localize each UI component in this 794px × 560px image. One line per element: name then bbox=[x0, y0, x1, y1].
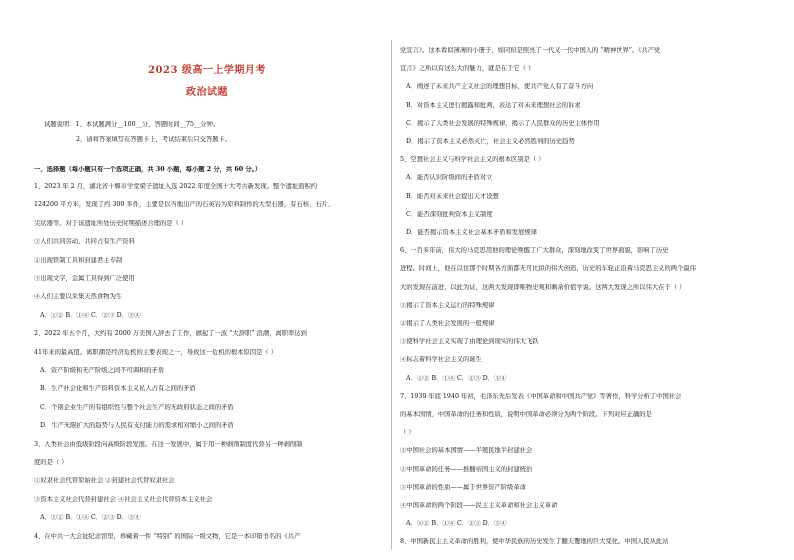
question-line: 124200 平方米，发现了约 300 多件，主要是以当地出产的石英岩为原料制作的大型石器，有石核、石片、 bbox=[34, 201, 335, 209]
question-line: 党宣言》。这本看似薄薄的小册子，如同但是照亮了一代又一代中国人的 “精神世界”。《共产党 bbox=[400, 47, 661, 54]
right-column bbox=[400, 0, 768, 560]
question-line: （ ） bbox=[400, 429, 415, 437]
question-line: ④人们主要以采集天然食物为生 bbox=[34, 293, 123, 301]
question-line: ③中国革命的性质——属于世界资产阶级革命 bbox=[400, 483, 526, 491]
question-line: 6、一百多年前，伟大的马克思用他的理论唤醒了广大群众，深刻地改变了世界面貌，影响了历史 bbox=[400, 247, 669, 255]
question-line: D．能否揭示资本主义社会基本矛盾和发展规律 bbox=[406, 229, 537, 236]
question-line: A．①② B．①④ C．②③ D．③④ bbox=[40, 514, 141, 522]
exam-title: 2023 级高一上学期月考 bbox=[148, 65, 266, 76]
question-line: 41年来的最高值。离职潮是经济危机的主要表现之一，导致这一危机的根本原因是（ ） bbox=[34, 348, 277, 356]
question-line: 4、在中共一大会址纪念馆里，珍藏着一件 “特别” 的国际一级文物，它是一本印错书名的《共产 bbox=[34, 532, 301, 540]
question-line: ①中国社会的基本国情——半殖民地半封建社会 bbox=[400, 447, 533, 455]
question-line: ②出现铁制工具和封建君主专制 bbox=[34, 256, 123, 264]
instructions-line-2: 2、请将答案填写在答题卡上，考试结束后只交答题卡。 bbox=[76, 136, 232, 143]
question-line: 8、中国新民主主义革命的胜利，使中华民族的历史发生了翻天覆地的巨大变化。中国人民从此站 bbox=[400, 538, 669, 546]
question-line: ①奴隶社会代替原始社会 ②封建社会代替奴隶社会 bbox=[34, 477, 175, 485]
question-line: ④标志着科学社会主义的诞生 bbox=[400, 356, 482, 364]
question-line: ②揭示了人类社会发展的一般规律 bbox=[400, 320, 495, 327]
question-line: 2、2022 年五个月，大约有 2000 万美国人辞去了工作，掀起了一波 “大辞职” 浪潮，离职率达到 bbox=[34, 330, 307, 338]
question-line: D．揭示了资本主义必然灭亡，社会主义必然胜利的历史趋势 bbox=[406, 138, 575, 145]
question-line: C．揭示了人类社会发展的特殊规律，揭示了人民群众的历史主体作用 bbox=[406, 119, 600, 127]
question-line: 1、2023 年 2 月，湖北省十堰市学堂梁子遗址入选 2022 年度全国十大考古新发现。整个遗址面积约 bbox=[34, 183, 318, 190]
question-line: B．对资本主义进行揭露和批判，表达了对未来理想社会的诉求 bbox=[406, 101, 581, 109]
instructions-line-1: 试题说明：1、本试题满分__100__分，答题时间__75__分钟。 bbox=[44, 121, 220, 128]
question-line: C．个别企业生产的有组织性与整个社会生产的无政府状态之间的矛盾 bbox=[40, 403, 234, 411]
question-line: A．①② B．①④ C．②③ D．③④ bbox=[406, 520, 507, 528]
question-line: 尖状器等。对于该遗址所处历史时期描述合理的是（ ） bbox=[34, 219, 188, 227]
question-line: ③资本主义社会代替封建社会 ④社会主义社会代替资本主义社会 bbox=[34, 495, 213, 503]
question-line: A．能否认识阶级间的矛盾对立 bbox=[406, 174, 493, 182]
question-line: ①人们共同劳动、共同占有生产资料 bbox=[34, 238, 135, 246]
left-column bbox=[34, 0, 380, 560]
question-line: 的基本国情、中国革命的任务和性质，说明中国革命必须分为两个阶段。下列对应正确的是 bbox=[400, 411, 652, 418]
exam-subtitle: 政治试题 bbox=[186, 87, 228, 98]
question-line: 5、空想社会主义与科学社会主义的根本区别是（ ） bbox=[400, 156, 545, 164]
question-line: 7、1939 年底 1940 年初，毛泽东先后发表《中国革命和中国共产党》等著作，科学分析了中国社会 bbox=[400, 392, 682, 400]
question-line: 3、人类社会由低级阶段向高级阶段发展。在这一发展中，属于用一种剥削制度代替另一种剥削制 bbox=[34, 440, 303, 448]
section-heading: 一、选择题（每小题只有一个选项正确，共 30 小题，每小题 2 分，共 60 分。） bbox=[34, 166, 262, 173]
question-line: B．能否对未来社会提出天才设想 bbox=[406, 192, 499, 200]
question-line: 大的发现在前进，以此为证，这两大发现即唯物史观和剩余价值学说。这两大发现之所以伟大在于（ ） bbox=[400, 283, 686, 291]
question-line: A．资产阶级和无产阶级之间不可调和的矛盾 bbox=[40, 367, 165, 374]
question-line: ③使科学社会主义实现了由理论到现实的伟大飞跃 bbox=[400, 338, 539, 346]
question-line: ④中国革命的两个阶段——民主主义革命和社会主义革命 bbox=[400, 502, 558, 509]
question-line: A．①② B．①④ C．②③ D．③④ bbox=[406, 374, 507, 382]
question-line: ②中国革命的任务——推翻帝国主义的封建统治 bbox=[400, 465, 533, 473]
question-line: A．①② B．①④ C．②③ D．③④ bbox=[40, 311, 141, 319]
question-line: B．生产社会化和生产资料资本主义私人占有之间的矛盾 bbox=[40, 385, 196, 393]
question-line: A．阐述了未来共产主义社会的理想目标，使共产党人有了奋斗方向 bbox=[406, 83, 594, 91]
question-line: ③出现文字，金属工具得到广泛使用 bbox=[34, 275, 135, 282]
question-line: 宣言》之所以有这么大的魅力，就是在于它（ ） bbox=[400, 65, 535, 73]
question-line: C．能否深刻批判资本主义制度 bbox=[406, 210, 493, 218]
question-line: ①揭示了资本主义运行的特殊规律 bbox=[400, 301, 495, 309]
question-line: D．生产无限扩大的趋势与人民有支付能力的需求相对缩小之间的矛盾 bbox=[40, 422, 234, 430]
question-line: 度的是（ ） bbox=[34, 459, 68, 466]
question-line: 进程。时间上，他在以往那个时期各方面都无可比拟的伟大创造，历史的车轮正沿着马克思主义的两个最伟 bbox=[400, 265, 696, 273]
column-divider bbox=[391, 40, 392, 550]
